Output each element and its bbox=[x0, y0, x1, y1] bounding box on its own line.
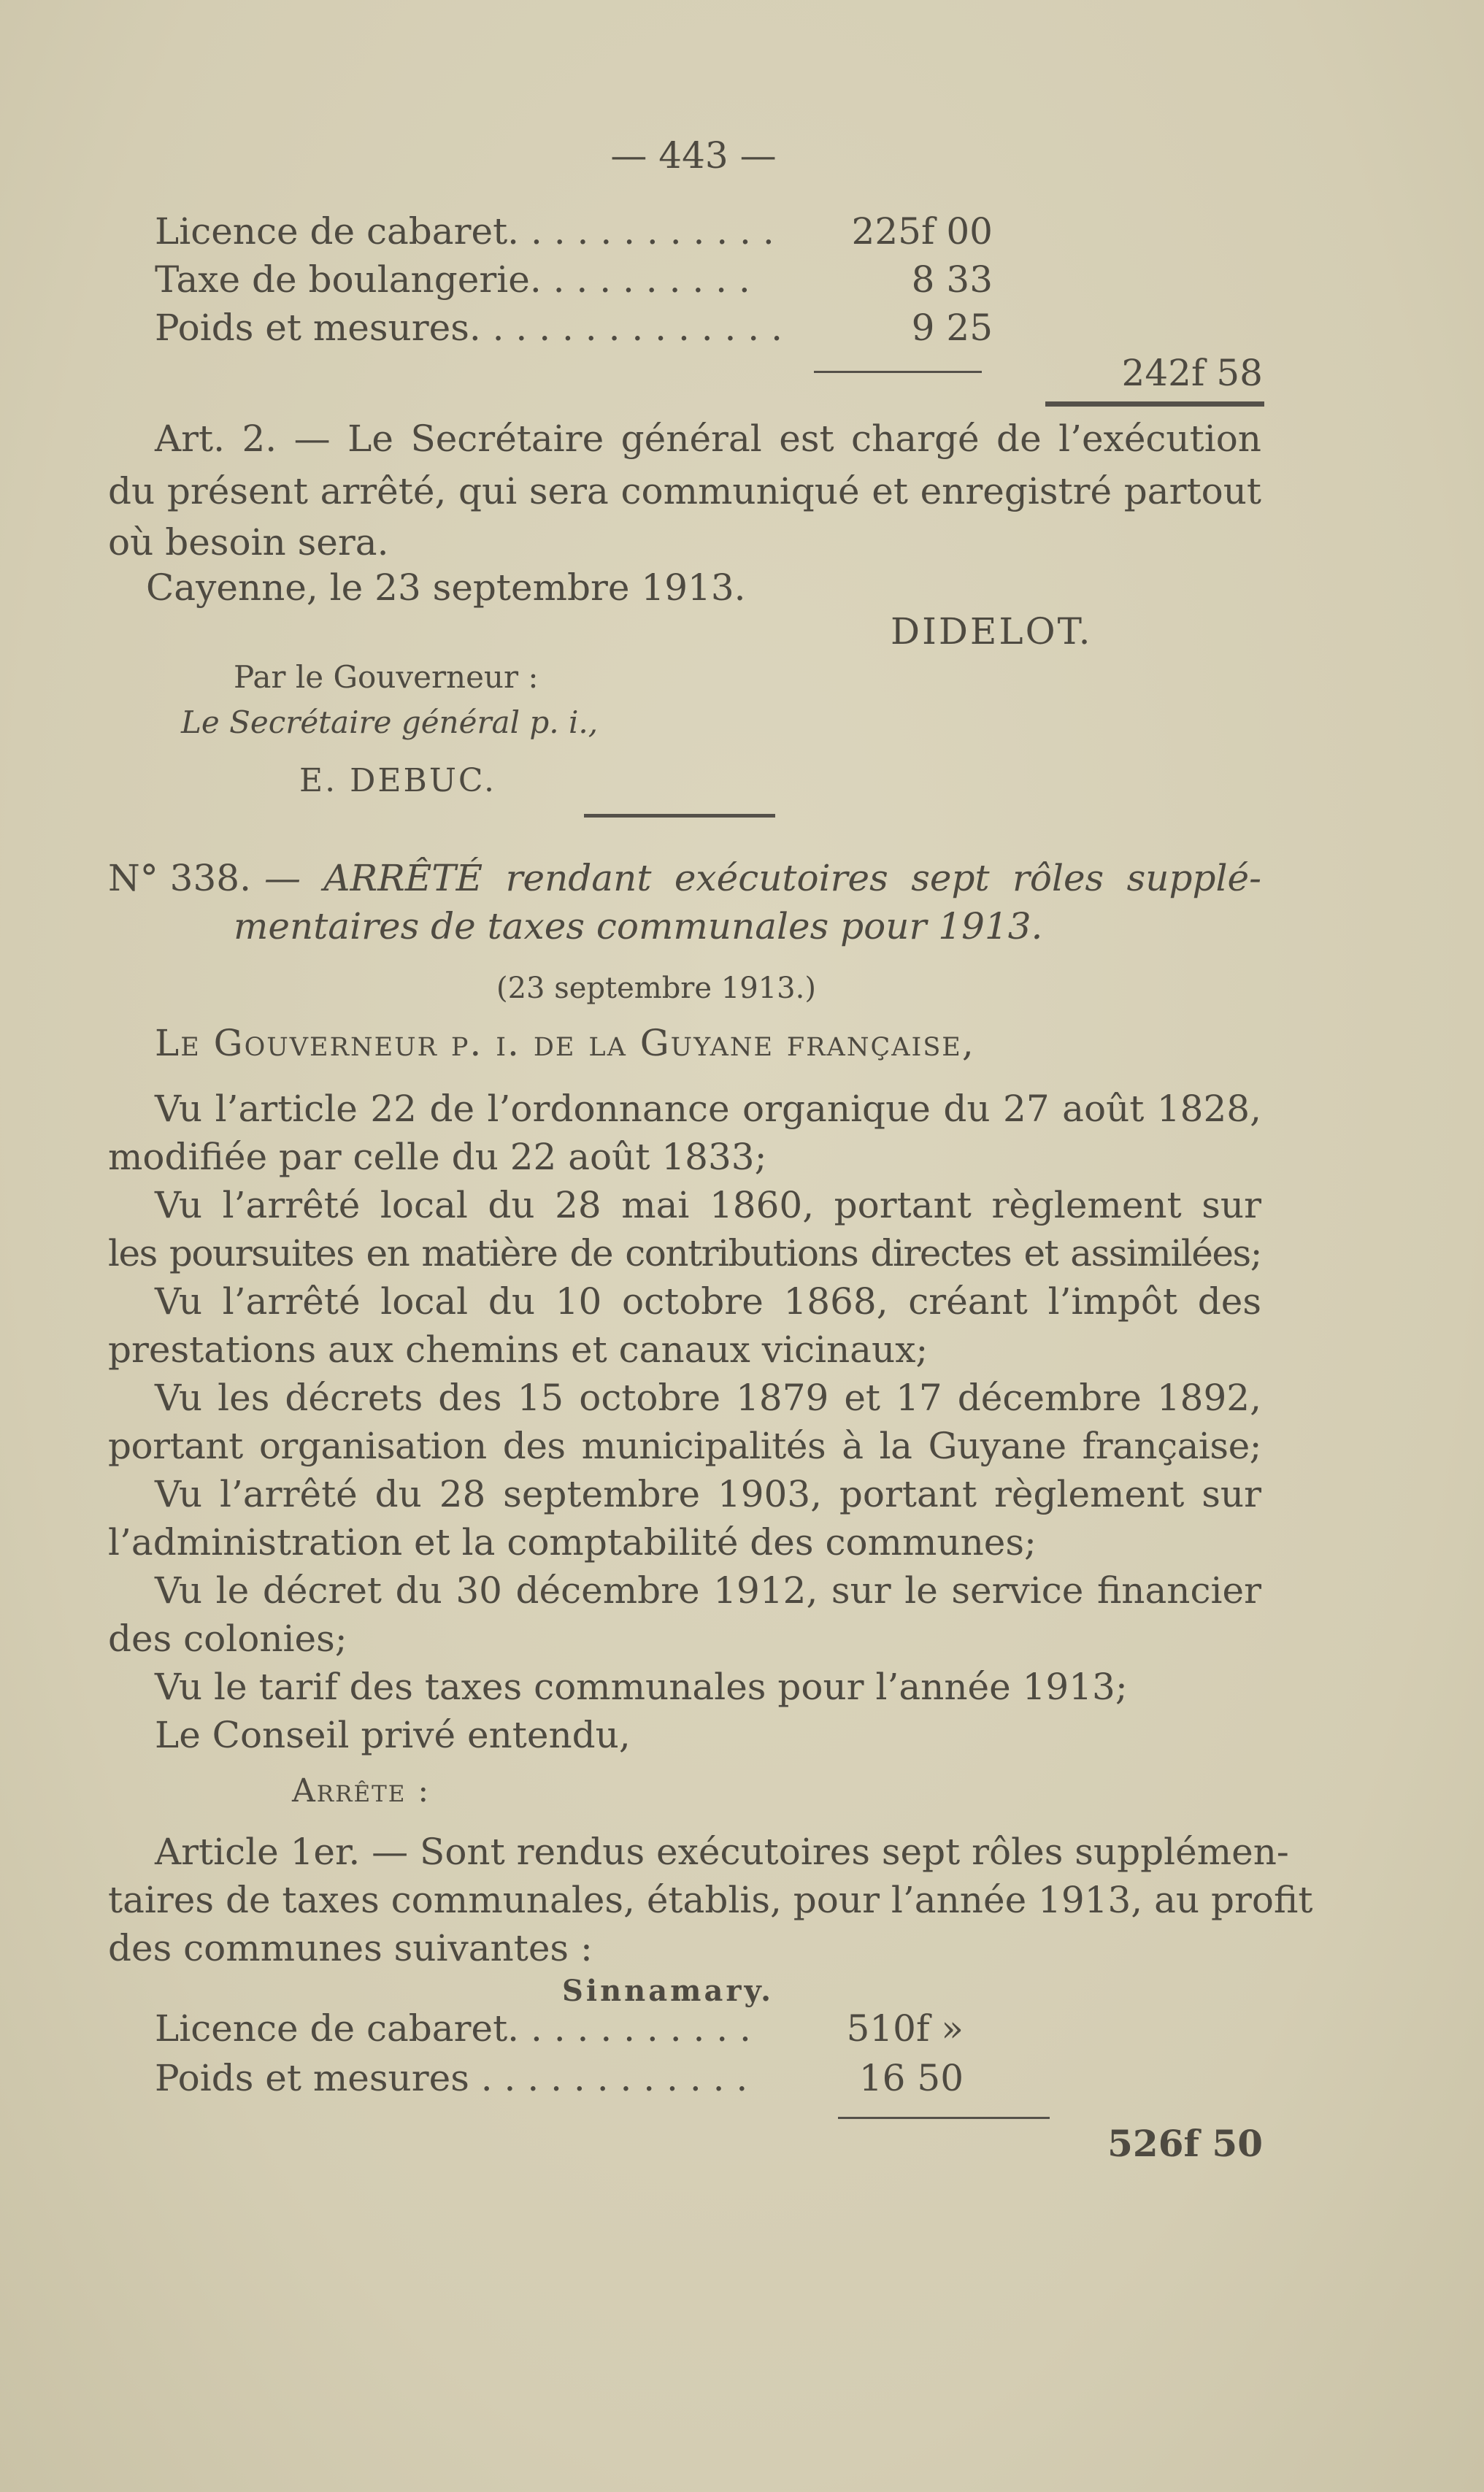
section-divider bbox=[584, 814, 775, 818]
date-line: Cayenne, le 23 septembre 1913. bbox=[146, 566, 746, 609]
vu-line: des colonies; bbox=[108, 1618, 347, 1660]
vu-line: modifiée par celle du 22 août 1833; bbox=[108, 1136, 767, 1178]
decree-title: — ARRÊTÉ rendant exécutoires sept rôles supplé- bbox=[264, 857, 1261, 899]
table-row-label: Poids et mesures. . . . . . . . . . . . . . bbox=[155, 307, 783, 349]
vu-line: Vu l’arrêté local du 28 mai 1860, portant règlement sur bbox=[155, 1184, 1261, 1226]
table-row-label: Licence de cabaret. . . . . . . . . . . bbox=[155, 2007, 751, 2050]
decree-title: mentaires de taxes communales pour 1913. bbox=[234, 905, 1043, 947]
article1-line: des communes suivantes : bbox=[108, 1927, 593, 1969]
vu-line: Vu l’arrêté du 28 septembre 1903, portant règlement sur bbox=[155, 1473, 1261, 1515]
vu-line: les poursuites en matière de contributions directes et assimilées; bbox=[108, 1232, 1261, 1274]
article1-line: taires de taxes communales, établis, pour l’année 1913, au profit bbox=[108, 1879, 1313, 1921]
vu-line: prestations aux chemins et canaux vicinaux; bbox=[108, 1328, 929, 1371]
decree-number: N° 338. bbox=[108, 857, 251, 899]
vu-line: Vu l’arrêté local du 10 octobre 1868, créant l’impôt des bbox=[155, 1280, 1261, 1323]
table-row-amount: 9 25 bbox=[911, 307, 993, 349]
gouverneur-line: Le Gouverneur p. i. de la Guyane française, bbox=[155, 1022, 975, 1064]
table-row-amount: 510f » bbox=[846, 2007, 964, 2050]
art2-line: du présent arrêté, qui sera communiqué et enregistré partout bbox=[108, 470, 1261, 512]
subtotal-rule bbox=[814, 371, 982, 373]
vu-line: Vu les décrets des 15 octobre 1879 et 17 décembre 1892, bbox=[155, 1377, 1261, 1419]
commune-heading: Sinnamary. bbox=[562, 1974, 774, 2008]
table-row-amount: 16 50 bbox=[858, 2057, 964, 2099]
table-row-amount: 225f 00 bbox=[851, 210, 993, 253]
subtotal-rule bbox=[838, 2117, 1050, 2119]
table-total: 526f 50 bbox=[1107, 2122, 1263, 2165]
table-row-label: Poids et mesures . . . . . . . . . . . . bbox=[155, 2057, 748, 2099]
vu-line: Le Conseil privé entendu, bbox=[155, 1714, 631, 1756]
signature: DIDELOT. bbox=[891, 610, 1093, 653]
vu-line: portant organisation des municipalités à la Guyane française; bbox=[108, 1425, 1261, 1467]
vu-line: l’administration et la comptabilité des communes; bbox=[108, 1521, 1037, 1564]
vu-line: Vu le tarif des taxes communales pour l’année 1913; bbox=[155, 1666, 1128, 1708]
article1-line: Article 1er. — Sont rendus exécutoires sept rôles supplémen- bbox=[155, 1831, 1289, 1873]
art2-line: où besoin sera. bbox=[108, 521, 389, 564]
table-total: 242f 58 bbox=[1121, 352, 1263, 394]
secretaire-general: Le Secrétaire général p. i., bbox=[181, 704, 599, 740]
table-row-amount: 8 33 bbox=[911, 258, 993, 301]
table-row-label: Taxe de boulangerie. . . . . . . . . . bbox=[155, 258, 750, 301]
art2-line: Art. 2. — Le Secrétaire général est chargé de l’exécution bbox=[155, 418, 1261, 460]
vu-line: Vu le décret du 30 décembre 1912, sur le service financier bbox=[155, 1569, 1261, 1612]
table-row-label: Licence de cabaret. . . . . . . . . . . . bbox=[155, 210, 774, 253]
vu-line: Vu l’article 22 de l’ordonnance organique du 27 août 1828, bbox=[155, 1088, 1261, 1130]
page-number: — 443 — bbox=[610, 134, 777, 177]
decree-date: (23 septembre 1913.) bbox=[496, 972, 816, 1005]
par-le-gouverneur: Par le Gouverneur : bbox=[234, 659, 539, 695]
total-rule bbox=[1045, 401, 1264, 407]
arrete-heading: Arrête : bbox=[292, 1772, 431, 1810]
secretaire-name: E. DEBUC. bbox=[299, 762, 496, 799]
